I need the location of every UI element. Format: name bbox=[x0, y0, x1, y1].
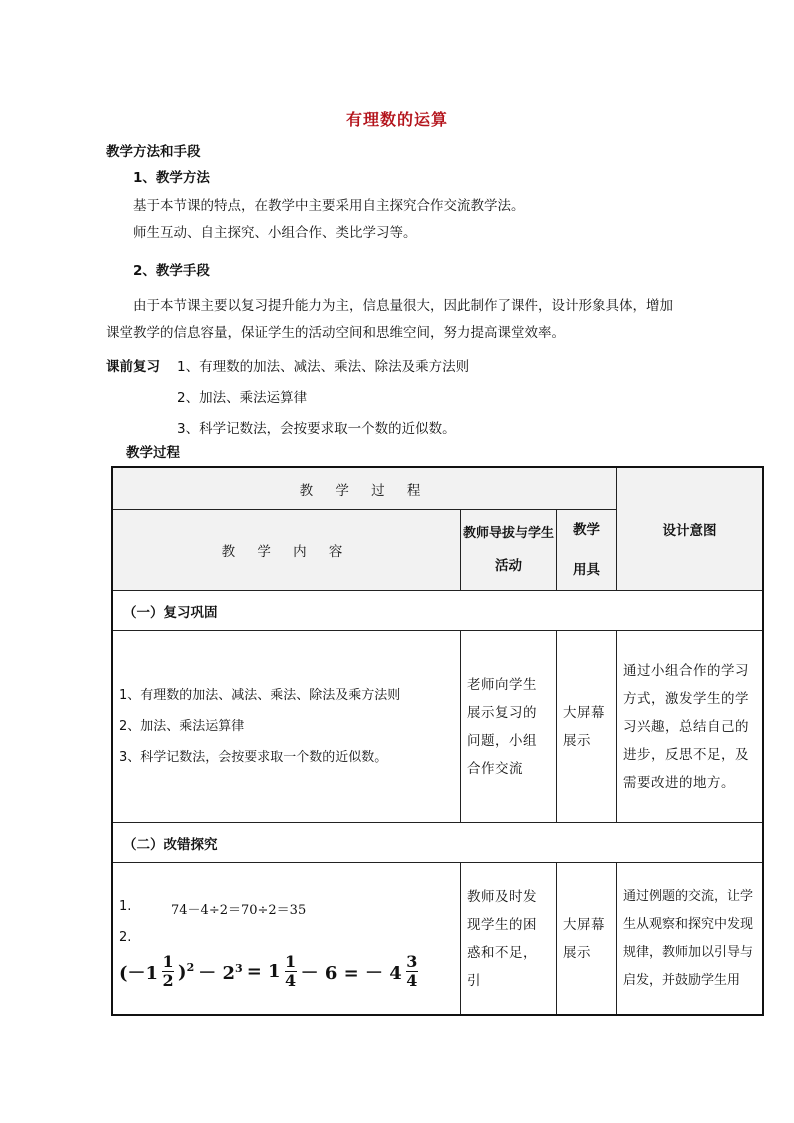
correction-item-1: 1. 74－4÷2＝70÷2＝35 bbox=[119, 899, 307, 918]
header-process: 教 学 过 程 bbox=[113, 468, 617, 510]
section-review-title: （一）复习巩固 bbox=[113, 591, 763, 631]
review-item-2: 2、加法、乘法运算律 bbox=[177, 390, 308, 406]
section-correction-design: 通过例题的交流，让学生从观察和探究中发现规律，教师加以引导与启发，并鼓励学生用 bbox=[617, 863, 763, 1015]
correction-item-2-number: 2. bbox=[119, 930, 132, 945]
header-content: 教 学 内 容 bbox=[113, 510, 461, 591]
section-review-content bbox=[113, 631, 461, 823]
section-review-tools: 大屏幕展示 bbox=[557, 631, 617, 823]
section-review-design: 通过小组合作的学习方式，激发学生的学习兴趣，总结自己的进步，反思不足，及需要改进的地方。 bbox=[617, 631, 763, 823]
correction-item-2-formula: (－1 $\frac{1}{2}$ )$^2$ － $2^3$ = 1 $\frac{1}{4}$ － 6 = － 4 $\frac{3}{4}$ bbox=[119, 952, 418, 990]
section-correction-title: （二）改错探究 bbox=[113, 823, 763, 863]
method1-line1: 基于本节课的特点，在教学中主要采用自主探究合作交流教学法。 bbox=[133, 198, 525, 214]
header-design: 设计意图 bbox=[617, 468, 763, 591]
method1-line2: 师生互动、自主探究、小组合作、类比学习等。 bbox=[133, 225, 417, 241]
header-tools: 教学 用具 bbox=[557, 510, 617, 591]
review-content-item-2: 2、加法、乘法运算律 bbox=[119, 719, 245, 734]
method2-heading: 2、教学手段 bbox=[133, 263, 210, 279]
review-item-3: 3、科学记数法，会按要求取一个数的近似数。 bbox=[177, 421, 456, 437]
section-review-teacher: 老师向学生展示复习的问题，小组合作交流 bbox=[461, 631, 557, 823]
method1-heading: 1、教学方法 bbox=[133, 170, 210, 186]
section-correction-teacher: 教师及时发现学生的困惑和不足，引 bbox=[461, 863, 557, 1015]
header-teacher: 教师导拔与学生 活动 bbox=[461, 510, 557, 591]
method2-line2: 课堂教学的信息容量，保证学生的活动空间和思维空间，努力提高课堂效率。 bbox=[106, 325, 565, 341]
process-heading: 教学过程 bbox=[126, 445, 180, 461]
page-title: 有理数的运算 bbox=[345, 110, 448, 129]
method2-line1: 由于本节课主要以复习提升能力为主，信息量很大，因此制作了课件，设计形象具体，增加 bbox=[133, 298, 673, 314]
review-label: 课前复习 bbox=[106, 359, 160, 375]
methods-heading: 教学方法和手段 bbox=[106, 144, 201, 160]
review-content-item-3: 3、科学记数法，会按要求取一个数的近似数。 bbox=[119, 750, 388, 765]
section-correction-content bbox=[113, 863, 461, 1015]
section-correction-tools: 大屏幕展示 bbox=[557, 863, 617, 1015]
teaching-process-table bbox=[112, 467, 763, 1015]
review-content-item-1: 1、有理数的加法、减法、乘法、除法及乘方法则 bbox=[119, 688, 401, 703]
review-item-1: 1、有理数的加法、减法、乘法、除法及乘方法则 bbox=[177, 359, 470, 375]
